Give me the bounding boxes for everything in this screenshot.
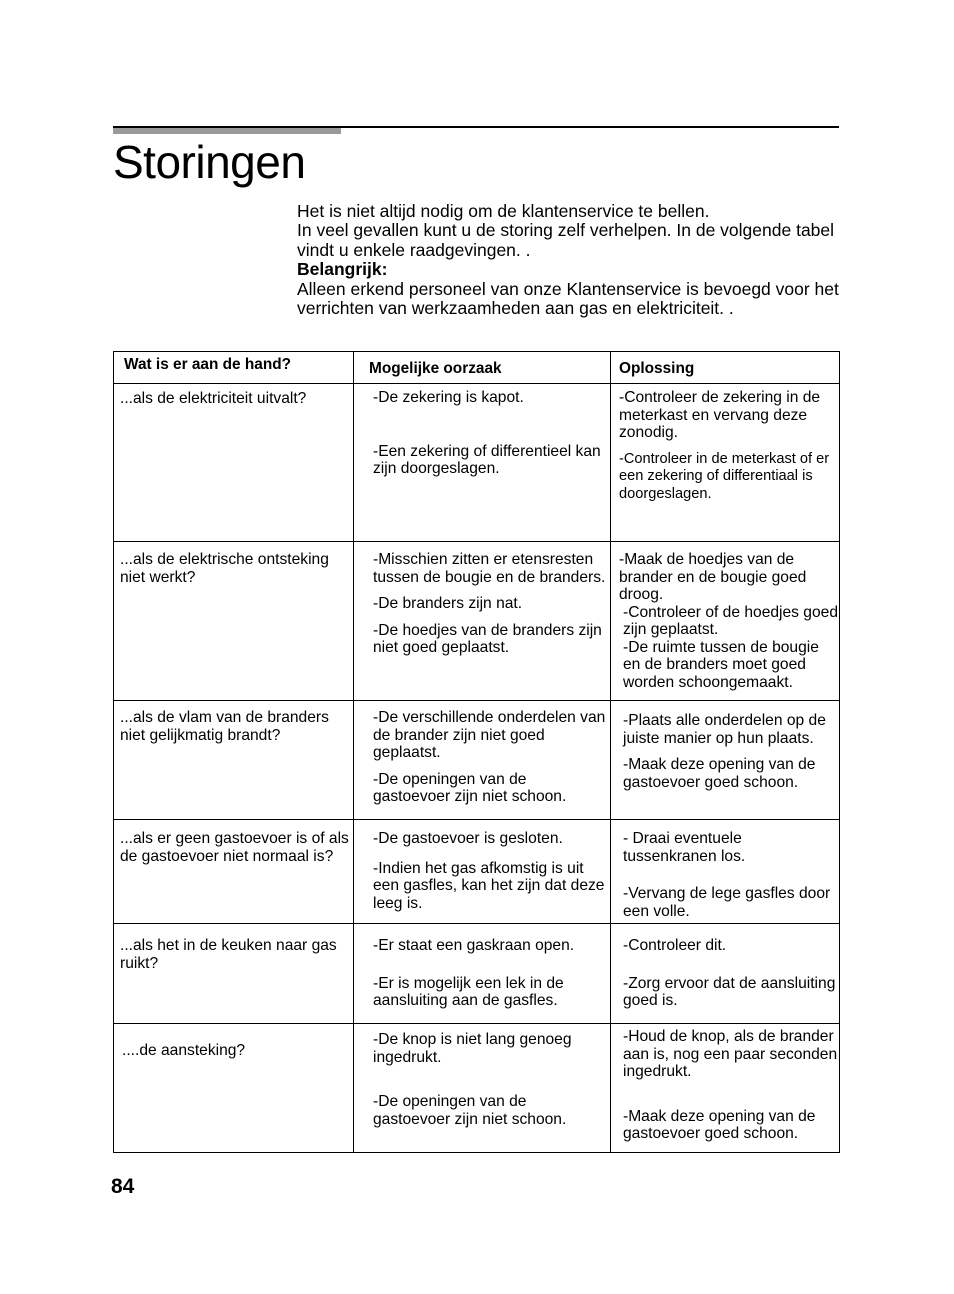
problem-cell: ...als de elektriciteit uitvalt? bbox=[114, 384, 354, 542]
cause-cell: -De knop is niet lang genoeg ingedrukt. -De openingen van de gastoevoer zijn niet schoon. bbox=[354, 1024, 611, 1153]
problem-cell: ...als er geen gastoevoer is of als de gastoevoer niet normaal is? bbox=[114, 820, 354, 924]
troubleshooting-table bbox=[113, 351, 840, 1153]
cause-cell: -De verschillende onderdelen van de brander zijn niet goed geplaatst. -De openingen van de gastoevoer zijn niet schoon. bbox=[354, 701, 611, 820]
cause-cell: -Er staat een gaskraan open. -Er is mogelijk een lek in de aansluiting aan de gasfles. bbox=[354, 924, 611, 1024]
cause-cell: -De gastoevoer is gesloten. -Indien het gas afkomstig is uit een gasfles, kan het zijn dat deze leeg is. bbox=[354, 820, 611, 924]
important-text: Alleen erkend personeel van onze Klantenservice is bevoegd voor het verrichten van werkzaamheden aan gas en elektriciteit. . bbox=[297, 278, 839, 319]
header-problem: Wat is er aan de hand? bbox=[114, 352, 354, 384]
solution-cell: -Houd de knop, als de brander aan is, nog een paar seconden ingedrukt. -Maak deze opening van de gastoevoer goed schoon. bbox=[611, 1024, 840, 1153]
intro-line-2: In veel gevallen kunt u de storing zelf verhelpen. In de volgende tabel vindt u enkele raadgevingen. . bbox=[297, 220, 835, 260]
header-rule bbox=[113, 126, 839, 128]
problem-cell: ...als de vlam van de branders niet gelijkmatig brandt? bbox=[114, 701, 354, 820]
important-label: Belangrijk: bbox=[297, 259, 388, 280]
cause-cell: -Misschien zitten er etensresten tussen de bougie en de branders. -De branders zijn nat. -De hoedjes van de branders zijn niet goed geplaatst. bbox=[354, 542, 611, 701]
problem-cell: ....de aansteking? bbox=[114, 1024, 354, 1153]
problem-cell: ...als de elektrische ontsteking niet werkt? bbox=[114, 542, 354, 701]
solution-cell: -Maak de hoedjes van de brander en de bougie goed droog. -Controleer of de hoedjes goed zijn geplaatst. -De ruimte tussen de bougie en de branders moet goed worden schoongemaakt. bbox=[611, 542, 840, 701]
page-title: Storingen bbox=[113, 136, 306, 188]
table-row bbox=[114, 701, 840, 820]
solution-cell: -Controleer de zekering in de meterkast en vervang deze zonodig. -Controleer in de meterkast of er een zekering of differentiaal is doorgeslagen. bbox=[611, 384, 840, 542]
intro-line-1: Het is niet altijd nodig om de klantenservice te bellen. bbox=[297, 201, 710, 221]
problem-cell: ...als het in de keuken naar gas ruikt? bbox=[114, 924, 354, 1024]
intro-text bbox=[297, 202, 857, 318]
header-accent-bar bbox=[113, 127, 341, 134]
table-row bbox=[114, 924, 840, 1024]
page-number: 84 bbox=[111, 1175, 135, 1198]
table-row bbox=[114, 1024, 840, 1153]
header-cause: Mogelijke oorzaak bbox=[354, 352, 611, 384]
solution-cell: -Controleer dit. -Zorg ervoor dat de aansluiting goed is. bbox=[611, 924, 840, 1024]
cause-cell: -De zekering is kapot. -Een zekering of differentieel kan zijn doorgeslagen. bbox=[354, 384, 611, 542]
table-row bbox=[114, 542, 840, 701]
table-header-row bbox=[114, 352, 840, 384]
header-solution: Oplossing bbox=[611, 352, 840, 384]
solution-cell: - Draai eventuele tussenkranen los. -Vervang de lege gasfles door een volle. bbox=[611, 820, 840, 924]
solution-cell: -Plaats alle onderdelen op de juiste manier op hun plaats. -Maak deze opening van de gastoevoer goed schoon. bbox=[611, 701, 840, 820]
table-row bbox=[114, 820, 840, 924]
table-row bbox=[114, 384, 840, 542]
